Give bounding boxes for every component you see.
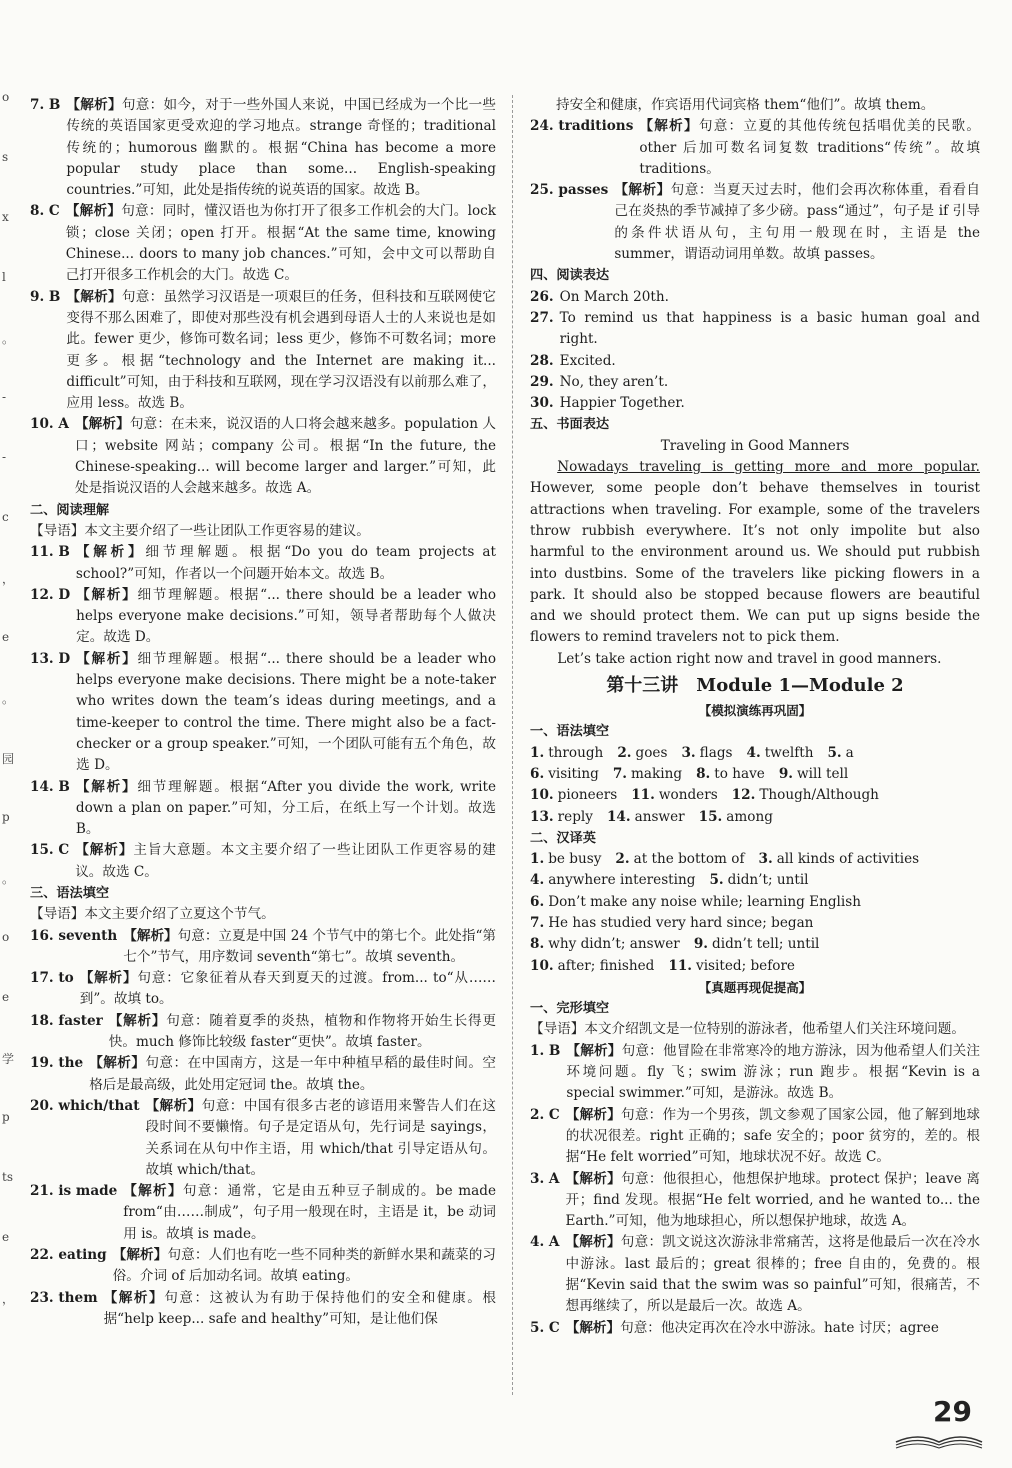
short-answer — [615, 849, 744, 870]
analysis-tag: 【解析】 — [639, 118, 699, 135]
item-number: 11. — [631, 787, 655, 804]
answer-row — [530, 956, 980, 977]
answer-item — [30, 1011, 496, 1054]
short-answer — [607, 807, 685, 828]
item-explanation: 细节理解题。根据“... there should be a leader who helps everyone make decisions. There might be a note-taker who writes down the team’s ideas during meetings, and a time-keeper to control the time. There might also be a fact-checker or a group speaker.”可知，一个团队可能有五个角色，故选 D。 — [76, 650, 497, 774]
answer-row — [530, 785, 980, 806]
answer-text: anywhere interesting — [548, 872, 696, 889]
answer-text: wonders — [658, 787, 718, 804]
bleed-char: ， — [2, 572, 15, 586]
analysis-tag: 【解析】 — [66, 97, 122, 113]
answer-item — [530, 1041, 980, 1105]
short-answer — [759, 849, 920, 870]
item-explanation: 句意：同时，懂汉语也为你打开了很多工作机会的大门。lock 锁；close 关闭；open 打开。根据“At the same time, knowing Chinese... doors to many job chances.”可知，会中文可以帮助自己打开很多工作机会的大门。故选 C。 — [65, 203, 496, 284]
analysis-tag: 【解析】 — [112, 1247, 168, 1264]
answer-text: making — [631, 765, 683, 782]
bleed-char: x — [2, 210, 9, 224]
short-answer — [668, 956, 795, 977]
section-heading: 一、完形填空 — [530, 1001, 610, 1017]
answer-item — [30, 777, 496, 841]
open-book-icon — [894, 1428, 984, 1450]
intro-text: 【导语】本文主要介绍了一些让团队工作更容易的建议。 — [30, 522, 370, 539]
item-number: 6. — [530, 765, 545, 782]
answer-item — [530, 1169, 980, 1233]
item-number: 14. B — [30, 778, 70, 795]
item-number: 3. A — [530, 1170, 560, 1187]
analysis-tag: 【解析】 — [79, 970, 138, 987]
answer-text: flags — [699, 744, 733, 761]
bleed-char: p — [2, 810, 10, 824]
section-heading: 二、阅读理解 — [30, 502, 110, 518]
essay-closing: Let’s take action right now and travel in good manners. — [557, 650, 942, 667]
item-number: 4. — [746, 744, 761, 761]
answer-text: pioneers — [557, 787, 618, 804]
item-number: 3. — [681, 744, 696, 761]
short-answer — [681, 743, 732, 764]
answer-item — [530, 308, 980, 351]
short-answer — [530, 892, 861, 913]
answer-text: after; finished — [557, 957, 655, 974]
answer-row — [530, 743, 980, 764]
bleed-char: 园 — [2, 752, 15, 766]
answer-item — [30, 1181, 496, 1245]
bleed-char: s — [2, 150, 9, 164]
item-text — [565, 1232, 980, 1317]
item-number: 14. — [606, 808, 631, 825]
short-answer — [530, 956, 654, 977]
short-answer — [709, 870, 808, 891]
item-number: 20. which/that — [30, 1097, 140, 1114]
item-explanation: 句意：立夏的其他传统包括唱优美的民歌。other 后加可数名词复数 traditions“传统”。故填 traditions。 — [639, 118, 981, 177]
bleed-char: p — [2, 1110, 10, 1124]
short-answer — [530, 913, 813, 934]
answer-text: all kinds of activities — [776, 851, 920, 868]
section-heading: 二、汉译英 — [530, 830, 596, 846]
answer-text: visiting — [548, 765, 599, 782]
section-heading: 一、语法填空 — [530, 724, 610, 740]
answer-text: to have — [714, 765, 765, 782]
answer-text: answer — [634, 808, 685, 825]
answer-item — [30, 926, 496, 969]
item-number: 5. — [709, 872, 724, 889]
short-answer — [530, 807, 593, 828]
bleed-char: 学 — [2, 1052, 15, 1066]
bleed-char: 。 — [2, 692, 15, 706]
answer-item — [30, 1245, 496, 1288]
item-number: 2. — [617, 744, 632, 761]
bleed-char: e — [2, 1230, 10, 1244]
analysis-tag: 【解析】 — [66, 288, 122, 305]
section-heading: 四、阅读表达 — [530, 268, 610, 284]
analysis-tag: 【解析】 — [565, 1234, 621, 1251]
item-number: 12. — [731, 787, 756, 804]
analysis-tag: 【解析】 — [565, 1170, 622, 1187]
intro-text: 【导语】本文介绍凯文是一位特别的游泳者，他希望人们关注环境问题。 — [530, 1021, 965, 1038]
item-number: 25. passes — [530, 182, 609, 199]
subsection-title: 【模拟演练再巩固】 — [698, 703, 812, 719]
item-number: 27. — [530, 309, 554, 326]
short-answer — [747, 743, 814, 764]
item-text — [146, 1096, 496, 1181]
answer-item — [30, 1288, 496, 1331]
item-number: 2. — [615, 851, 630, 868]
item-number: 24. traditions — [530, 118, 634, 135]
item-explanation: 句意：随着夏季的炎热，植物和作物将开始生长得更快。much 修饰比较级 faster“更快”。故填 faster。 — [108, 1012, 497, 1051]
item-number: 13. D — [30, 650, 71, 667]
answer-item — [30, 542, 496, 585]
continued-text: 持安全和健康，作宾语用代词宾格 them“他们”。故填 them。 — [556, 97, 935, 113]
item-text — [560, 308, 980, 351]
bleed-char: e — [2, 990, 10, 1004]
item-number: 1. — [530, 744, 545, 761]
bleed-char: l — [2, 270, 6, 284]
answer-text: Though/Although — [759, 787, 879, 804]
essay-paragraph — [530, 457, 980, 649]
analysis-tag: 【解析】 — [108, 1012, 167, 1029]
item-text — [566, 1318, 980, 1339]
short-answer — [530, 764, 599, 785]
answer-row — [530, 892, 980, 913]
item-text — [109, 1011, 496, 1054]
item-text — [123, 1181, 496, 1245]
answer-text: visited; before — [696, 957, 795, 974]
item-explanation: 句意：作为一个男孩，凯文参观了国家公园，他了解到地球的状况很差。right 正确的；safe 安全的；poor 贫穷的，差的。根据“He felt worried”可知，地球状况不好。故选 C。 — [565, 1106, 981, 1166]
item-number: 4. A — [530, 1234, 560, 1251]
item-explanation: 句意：虽然学习汉语是一项艰巨的任务，但科技和互联网使它变得不那么困难了，即使对那些没有机会遇到母语人士的人来说也是如此。fewer 更少，修饰可数名词；less 更少，修饰不可数名词；more 更多。根据“technology and the Internet are making it... difficult”可知，由于科技和互联网，现在学习汉语没有以前那么难了，应用 less。故选 B。 — [66, 288, 497, 412]
item-number: 11. — [668, 957, 693, 974]
item-explanation: 句意：如今，对于一些外国人来说，中国已经成为一个比一些传统的英语国家更受欢迎的学习地点。strange 奇怪的；traditional 传统的；humorous 幽默的。根据“China has become a more popular study place than some... English-speaking countries.”可知，此处是指传统的说英语的国家。故选 B。 — [66, 97, 497, 199]
item-number: 3. — [758, 851, 773, 868]
answer-item — [530, 351, 980, 372]
item-number: 5. C — [530, 1319, 560, 1336]
item-text — [560, 287, 980, 308]
answer-text: through — [548, 744, 604, 761]
analysis-tag: 【解析】 — [74, 416, 130, 433]
short-answer — [613, 764, 682, 785]
short-answer — [617, 743, 667, 764]
answer-row — [530, 870, 980, 891]
item-explanation: 句意：他决定再次在冷水中游泳。hate 讨厌；agree — [620, 1319, 939, 1336]
page-edge-bleed — [0, 90, 18, 1390]
answer-text: twelfth — [764, 744, 814, 761]
item-text — [66, 95, 496, 201]
item-number: 30. — [530, 395, 554, 412]
item-text — [75, 840, 496, 883]
answer-text: among — [726, 808, 773, 825]
item-explanation: 句意：在未来，说汉语的人口将会越来越多。population 人口；website 网站；company 公司。根据“In the future, the Chinese-speaking... will become larger and larger.”可知，此处是指说汉语的人会越来越多。故选 A。 — [74, 416, 497, 497]
answer-text: at the bottom of — [633, 851, 745, 868]
item-text — [566, 1105, 980, 1169]
item-number: 9. — [778, 765, 794, 782]
item-explanation: 句意：他很担心，他想保护地球。protect 保护；leave 离开；find 发现。根据“He felt worried, and he wanted to... the Earth.”可知，他为地球担心，所以想保护地球，故选 A。 — [565, 1170, 981, 1230]
item-number: 26. — [530, 288, 554, 305]
item-explanation: No, they aren’t. — [559, 373, 669, 390]
item-number: 1. B — [530, 1042, 561, 1059]
item-explanation: 句意：立夏是中国 24 个节气中的第七个。此处指“第七个”节气，用序数词 seventh“第七”。故填 seventh。 — [123, 927, 497, 965]
left-column — [30, 95, 496, 1330]
item-explanation: 句意：它象征着从春天到夏天的过渡。from... to“从……到”。故填 to。 — [79, 970, 497, 1008]
item-number: 15. — [698, 808, 723, 825]
answer-text: didn’t tell; until — [712, 936, 820, 953]
item-text — [76, 777, 496, 841]
answer-text: reply — [557, 808, 593, 825]
item-number: 19. the — [30, 1055, 84, 1072]
item-number: 21. is made — [30, 1183, 118, 1200]
short-answer — [779, 764, 848, 785]
item-text — [560, 393, 980, 414]
item-explanation: Happier Together. — [559, 395, 685, 412]
analysis-tag: 【解析】 — [614, 182, 671, 199]
answer-item — [530, 287, 980, 308]
item-number: 5. — [827, 744, 842, 761]
analysis-tag: 【解析】 — [123, 1183, 183, 1200]
bleed-char: - — [2, 450, 7, 464]
short-answer — [694, 934, 820, 955]
item-explanation: 句意：中国有很多古老的谚语用来警告人们在这段时间不要懒惰。句子是定语从句，先行词是 sayings，关系词在从句中作主语，用 which/that 引导定语从句。故填 which/that。 — [145, 1097, 497, 1178]
answer-item — [530, 1105, 980, 1169]
item-number: 13. — [530, 808, 554, 825]
answer-text: be busy — [548, 851, 602, 868]
analysis-tag: 【解析】 — [565, 1319, 621, 1336]
answer-row — [530, 934, 980, 955]
item-number: 1. — [530, 851, 545, 868]
item-number: 15. C — [30, 842, 70, 859]
analysis-tag: 【解析】 — [65, 203, 122, 220]
answer-item — [30, 840, 496, 883]
item-number: 8. — [530, 936, 545, 953]
item-number: 8. C — [30, 203, 60, 220]
bleed-char: e — [2, 630, 10, 644]
analysis-tag: 【解析】 — [103, 1289, 165, 1306]
analysis-tag: 【解析】 — [566, 1042, 622, 1059]
analysis-tag: 【解析】 — [75, 544, 146, 561]
short-answer — [827, 743, 853, 764]
item-number: 28. — [530, 352, 554, 369]
item-explanation: 细节理解题。根据“... there should be a leader who helps everyone make decisions.”可知，领导者帮助每个人做决定。故选 D。 — [76, 586, 497, 646]
answer-item — [30, 585, 496, 649]
answer-item — [30, 649, 496, 777]
item-explanation: 句意：他冒险在非常寒冷的地方游泳，因为他希望人们关注环境问题。fly 飞；swim 游泳；run 跑步。根据“Kevin is a special swimmer.”可知，是游泳。故选 B。 — [566, 1042, 980, 1102]
item-text — [66, 201, 496, 286]
item-explanation: 句意：通常，它是由五种豆子制成的。be made from“由……制成”，句子用一般现在时，主语是 it，be 动词用 is。故填 is made。 — [123, 1183, 496, 1242]
short-answer — [696, 764, 765, 785]
item-number: 10. A — [30, 416, 69, 433]
analysis-tag: 【解析】 — [123, 927, 178, 944]
item-number: 8. — [696, 765, 711, 782]
item-explanation: 句意：在中国南方，这是一年中种植早稻的最佳时间。空格后是最高级，此处用定冠词 the。故填 the。 — [89, 1055, 496, 1093]
answer-item — [530, 116, 980, 180]
bleed-char: 。 — [2, 332, 15, 346]
item-number: 2. C — [530, 1106, 560, 1123]
item-text — [560, 351, 980, 372]
bleed-char: o — [2, 930, 10, 944]
item-number: 9. B — [30, 288, 61, 305]
answer-row — [530, 764, 980, 785]
section-heading: 三、语法填空 — [30, 885, 110, 901]
item-text — [75, 414, 496, 499]
answer-item — [30, 201, 496, 286]
item-text — [113, 1245, 496, 1288]
item-explanation: To remind us that happiness is a basic human goal and right. — [559, 309, 980, 348]
answer-item — [530, 1232, 980, 1317]
item-number: 29. — [530, 373, 554, 390]
analysis-tag: 【解析】 — [75, 778, 138, 795]
analysis-tag: 【解析】 — [76, 586, 138, 603]
item-explanation: 句意：人们也有吃一些不同种类的新鲜水果和蔬菜的习俗。介词 of 后加动名词。故填 eating。 — [112, 1247, 497, 1285]
item-number: 4. — [530, 872, 545, 889]
item-text — [566, 1041, 980, 1105]
essay-title: Traveling in Good Manners — [660, 437, 850, 454]
lecture-title: 第十三讲 Module 1—Module 2 — [606, 675, 904, 697]
short-answer — [530, 849, 601, 870]
answer-item — [30, 414, 496, 499]
page-number: 29 — [933, 1395, 972, 1428]
item-explanation: Excited. — [559, 352, 616, 369]
answer-row — [530, 913, 980, 934]
short-answer — [631, 785, 717, 806]
short-answer — [530, 934, 680, 955]
answer-text: a — [845, 744, 854, 761]
item-number: 6. — [530, 893, 545, 910]
item-explanation: 主旨大意题。本文主要介绍了一些让团队工作更容易的建议。故选 C。 — [75, 842, 496, 880]
essay-body: However, some people don’t behave themselves in tourist attractions when traveling. For example, some of the travelers throw rubbish everywhere. It’s not only impolite but also harmful to the environment around us. We should put rubbish into dustbins. Some of the travelers like picking flowers in a park. It should also be stopped because flowers are beautiful and we should protect them. We can put up signs beside the flowers to remind travelers not to pick them. — [530, 480, 980, 646]
bleed-char: c — [2, 510, 9, 524]
item-text — [639, 116, 980, 180]
answer-item — [30, 287, 496, 415]
analysis-tag: 【解析】 — [76, 650, 138, 667]
intro-text: 【导语】本文主要介绍了立夏这个节气。 — [30, 906, 275, 923]
answer-row — [530, 807, 980, 828]
answer-text: why didn’t; answer — [548, 936, 680, 953]
item-number: 7. B — [30, 97, 61, 113]
answer-text: didn’t; until — [727, 872, 809, 889]
answer-item — [30, 1053, 496, 1096]
item-text — [560, 372, 980, 393]
item-explanation: 细节理解题。根据“Do you do team projects at school?”可知，作者以一个问题开始本文。故选 B。 — [75, 544, 496, 582]
item-explanation: 细节理解题。根据“After you divide the work, write down a plan on paper.”可知，分工后，在纸上写一个计划。故选 B。 — [75, 778, 496, 838]
item-text — [565, 1169, 980, 1233]
answer-item — [30, 968, 496, 1011]
item-explanation: 句意：当夏天过去时，他们会再次称体重，看看自己在炎热的季节减掉了多少磅。pass“通过”，句子是 if 引导的条件状语从句，主句用一般现在时，主语是 the summer，谓语动词用单数。故填 passes。 — [614, 182, 981, 263]
item-number: 16. seventh — [30, 927, 118, 944]
item-number: 7. — [612, 765, 628, 782]
item-text — [66, 287, 496, 415]
short-answer — [530, 785, 617, 806]
short-answer — [530, 870, 695, 891]
bleed-char: ts — [2, 1170, 13, 1184]
item-number: 17. to — [30, 970, 74, 987]
short-answer — [732, 785, 879, 806]
item-number: 12. D — [30, 586, 71, 603]
answer-item — [530, 1318, 980, 1339]
short-answer — [530, 743, 603, 764]
analysis-tag: 【解析】 — [145, 1097, 202, 1114]
item-text — [76, 585, 496, 649]
item-text — [123, 926, 496, 969]
answer-item — [530, 180, 980, 265]
analysis-tag: 【解析】 — [75, 842, 134, 859]
answer-text: Don’t make any noise while; learning English — [548, 893, 861, 910]
item-text — [76, 542, 496, 585]
answer-text: will tell — [797, 765, 849, 782]
item-text — [80, 968, 496, 1011]
item-explanation: 句意：这被认为有助于保持他们的安全和健康。根据“help keep... safe and healthy”可知，是让他们保 — [103, 1289, 497, 1327]
item-text — [89, 1053, 496, 1096]
bleed-char: ， — [2, 1292, 15, 1306]
item-explanation: 句意：凯文说这次游泳非常痛苦，这将是他最后一次在冷水中游泳。last 最后的；great 很棒的；free 自由的，免费的。根据“Kevin said that the swim was so painful”可知，很痛苦，不想再继续了，所以是最后一次。故选 A。 — [565, 1234, 981, 1315]
analysis-tag: 【解析】 — [89, 1055, 146, 1072]
answer-text: He has studied very hard since; began — [548, 914, 814, 931]
right-column — [530, 95, 980, 1339]
item-number: 10. — [530, 957, 554, 974]
answer-item — [30, 1096, 496, 1181]
answer-text: goes — [635, 744, 668, 761]
answer-item — [530, 393, 980, 414]
item-text — [104, 1288, 496, 1331]
item-number: 22. eating — [30, 1247, 107, 1264]
bleed-char: 。 — [2, 872, 15, 886]
subsection-title: 【真题再现促提高】 — [698, 979, 812, 995]
bleed-char: - — [2, 390, 7, 404]
answer-row — [530, 849, 980, 870]
item-explanation: On March 20th. — [559, 288, 669, 305]
item-number: 18. faster — [30, 1012, 103, 1029]
item-number: 11. B — [30, 544, 70, 561]
short-answer — [699, 807, 773, 828]
bleed-char: o — [2, 90, 10, 104]
analysis-tag: 【解析】 — [565, 1106, 622, 1123]
item-text — [614, 180, 980, 265]
item-number: 7. — [530, 914, 545, 931]
item-number: 23. them — [30, 1289, 98, 1306]
answer-item — [530, 372, 980, 393]
section-heading: 五、书面表达 — [530, 417, 610, 433]
item-number: 9. — [693, 936, 709, 953]
column-divider — [512, 95, 513, 1395]
item-text — [76, 649, 496, 777]
essay-underlined: Nowadays traveling is getting more and more popular. — [557, 459, 980, 476]
answer-item — [30, 95, 496, 201]
item-number: 10. — [530, 787, 554, 804]
